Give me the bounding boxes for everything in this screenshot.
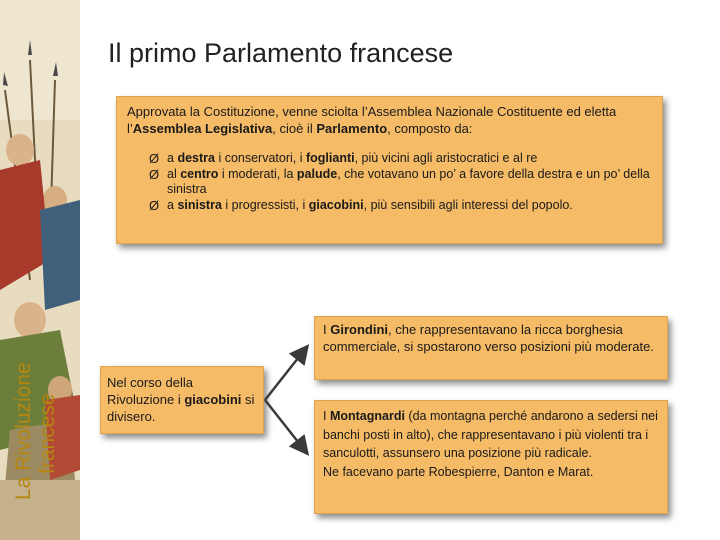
giacobini-bold: giacobini: [184, 392, 242, 407]
intro-text-part: , composto da:: [387, 121, 473, 136]
list-item-bold: centro: [180, 167, 219, 181]
list-item-text: a: [167, 198, 178, 212]
list-item-bold: sinistra: [177, 198, 222, 212]
side-caption-line1: La Rivoluzione: [12, 362, 35, 500]
page-title: Il primo Parlamento francese: [108, 38, 454, 68]
side-caption-line2: francese: [36, 393, 59, 474]
list-item-text: , che votavano un po’ a favore della destra e un po’ della sinistra: [167, 167, 650, 196]
intro-text: [127, 103, 652, 137]
list-item-text: , più vicini agli aristocratici e al re: [354, 151, 538, 165]
list-item-text: i progressisti, i: [221, 198, 309, 212]
arrow-bullet-icon: Ø: [149, 167, 160, 182]
girondini-text: , che rappresentavano la ricca borghesia commerciale, si spostarono verso posizioni più moderate.: [323, 322, 654, 354]
montagnardi-text: (da montagna perché andarono a sedersi nei banchi posti in alto), che rappresentavano i più violenti tra i sanculotti, assunsero una posizione più radicale.: [323, 409, 658, 460]
list-item-text: i conservatori, i: [214, 151, 306, 165]
intro-bold-parlamento: Parlamento: [316, 121, 388, 136]
list-item: [149, 167, 652, 197]
montagnardi-box: [314, 400, 668, 514]
list-item-text: a: [167, 151, 178, 165]
list-item-text: i moderati, la: [218, 167, 297, 181]
list-item-text: al: [167, 167, 181, 181]
arrow-to-montagnardi-icon: [265, 400, 306, 452]
intro-text-part: , cioè il: [272, 121, 317, 136]
montagnardi-text: I: [323, 409, 330, 423]
intro-text-part: Approvata la Costituzione, venne sciolta l’Assemblea Nazionale Costituente ed eletta l’: [127, 104, 617, 136]
giacobini-text: Nel corso della Rivoluzione i: [107, 375, 193, 407]
intro-box: [116, 96, 663, 244]
girondini-box: [314, 316, 668, 380]
montagnardi-members: Ne facevano parte Robespierre, Danton e Marat.: [323, 464, 594, 479]
arrow-to-girondini-icon: [265, 348, 306, 400]
parliament-list: [149, 151, 652, 213]
list-item: [149, 198, 652, 213]
list-item-text: , più sensibili agli interessi del popolo.: [363, 198, 573, 212]
montagnardi-bold: Montagnardi: [329, 409, 405, 423]
girondini-bold: Girondini: [330, 322, 389, 337]
list-item-bold: giacobini: [308, 198, 364, 212]
list-item-bold: destra: [177, 151, 215, 165]
list-item-bold: foglianti: [305, 151, 355, 165]
giacobini-text: si divisero.: [107, 392, 255, 424]
arrow-bullet-icon: Ø: [149, 198, 160, 213]
intro-bold-assemblea: Assemblea Legislativa: [132, 121, 273, 136]
girondini-text: I: [323, 322, 331, 337]
side-caption: [12, 300, 60, 500]
giacobini-box: [100, 366, 264, 434]
arrow-bullet-icon: Ø: [149, 151, 160, 166]
list-item-bold: palude: [296, 167, 338, 181]
list-item: [149, 151, 652, 166]
